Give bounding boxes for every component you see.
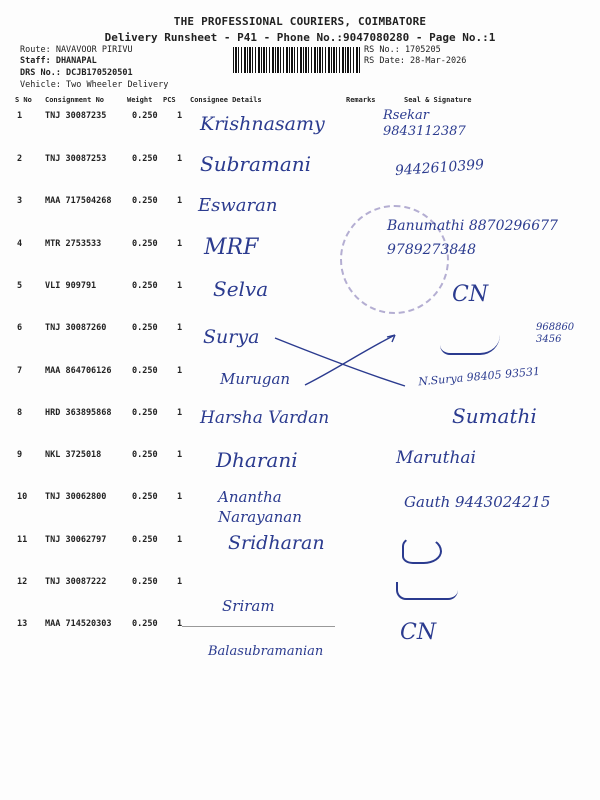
row-signature-handwritten: Gauth 9443024215 [404,493,551,511]
row-sno: 10 [17,492,28,502]
row-pcs: 1 [177,408,183,418]
row-consignee-handwritten: Sriram [222,597,275,615]
row-sno: 8 [17,408,23,418]
col-header-pcs: PCS [163,96,176,104]
row-sno: 11 [17,535,28,545]
col-header-remarks: Remarks [346,96,376,104]
row-consignment: TNJ 30062800 [45,492,107,502]
row-consignment: TNJ 30087235 [45,111,107,121]
row-consignee-handwritten: Balasubramanian [208,644,324,659]
row-consignee-handwritten: Krishnasamy [200,113,325,135]
row-consignment: MAA 717504268 [45,196,112,206]
row-consignment: MAA 864706126 [45,366,112,376]
row-sno: 6 [17,323,23,333]
header-info-right [364,45,466,66]
row-sno: 3 [17,196,23,206]
col-header-seal-signature: Seal & Signature [404,96,472,104]
row-pcs: 1 [177,281,183,291]
row-consignee-handwritten: Harsha Vardan [200,408,330,428]
col-header-weight: Weight [127,96,153,104]
consignee-underline [182,626,335,627]
row-signature-handwritten: Maruthai [396,448,476,468]
row-consignment: TNJ 30087222 [45,577,107,587]
row-consignment: HRD 363895868 [45,408,112,418]
row-sno: 7 [17,366,23,376]
row-weight: 0.250 [132,408,158,418]
row-weight: 0.250 [132,111,158,121]
row-pcs: 1 [177,323,183,333]
row-signature-handwritten: Sumathi [452,404,537,428]
row-signature-handwritten: 9442610399 [394,156,485,180]
row-weight: 0.250 [132,366,158,376]
vehicle-label: Vehicle: Two Wheeler Delivery [20,79,169,90]
signature-scribble [440,335,500,355]
runsheet-subtitle: Delivery Runsheet - P41 - Phone No.:9047080280 - Page No.:1 [104,31,496,44]
row-consignee-handwritten: Selva [213,277,269,301]
row-sno: 2 [17,154,23,164]
row-signature-handwritten: N.Surya 98405 93531 [417,364,541,389]
row-consignment: MAA 714520303 [45,619,112,629]
row-pcs: 1 [177,450,183,460]
col-header-consignment: Consignment No [45,96,105,104]
row-weight: 0.250 [132,323,158,333]
company-title: THE PROFESSIONAL COURIERS, COIMBATORE [173,15,427,28]
row-consignee-handwritten: Subramani [200,152,312,176]
row-pcs: 1 [177,111,183,121]
row-consignment: TNJ 30087260 [45,323,107,333]
row-consignee-handwritten: Anantha Narayanan [218,488,302,526]
signature-scribble [402,536,442,564]
row-weight: 0.250 [132,154,158,164]
row-pcs: 1 [177,196,183,206]
row-signature-handwritten: Banumathi 8870296677 9789273848 [387,218,558,258]
row-consignment: MTR 2753533 [45,239,102,249]
row-consignee-handwritten: MRF [204,235,259,260]
col-header-sno: S No [15,96,32,104]
row-pcs: 1 [177,492,183,502]
row-consignee-handwritten: Dharani [216,448,298,472]
row-weight: 0.250 [132,535,158,545]
signature-scribble [396,582,458,600]
row-weight: 0.250 [132,281,158,291]
row-weight: 0.250 [132,577,158,587]
row-sno: 9 [17,450,23,460]
row-sno: 13 [17,619,28,629]
row-signature-handwritten: CN [400,620,437,645]
row-consignment: VLI 909791 [45,281,97,291]
row-sno: 1 [17,111,23,121]
staff-label: Staff: DHANAPAL [20,55,97,66]
row-pcs: 1 [177,619,183,629]
row-consignee-handwritten: Eswaran [198,195,278,216]
route-label: Route: NAVAVOOR PIRIVU [20,45,133,55]
row-pcs: 1 [177,577,183,587]
barcode [233,47,360,73]
row-pcs: 1 [177,535,183,545]
rs-date: RS Date: 28-Mar-2026 [364,55,467,66]
row-weight: 0.250 [132,450,158,460]
row-consignee-handwritten: Murugan [220,370,291,388]
row-consignment: TNJ 30062797 [45,535,107,545]
row-pcs: 1 [177,154,183,164]
row-consignee-handwritten: Sridharan [228,532,325,554]
row-sno: 5 [17,281,23,291]
row-weight: 0.250 [132,196,158,206]
row-consignment: NKL 3725018 [45,450,102,460]
row-signature-handwritten: 968860 3456 [536,322,575,345]
col-header-consignee: Consignee Details [190,96,262,104]
header-info-left [20,45,168,90]
row-pcs: 1 [177,239,183,249]
row-weight: 0.250 [132,492,158,502]
row-sno: 12 [17,577,28,587]
row-consignee-handwritten: Surya [203,326,260,348]
rs-number: RS No.: 1705205 [364,45,441,55]
row-signature-handwritten: CN [452,282,489,307]
row-signature-handwritten: Rsekar 9843112387 [383,108,466,139]
drs-label: DRS No.: DCJB170520501 [20,68,133,79]
row-weight: 0.250 [132,239,158,249]
row-weight: 0.250 [132,619,158,629]
row-sno: 4 [17,239,23,249]
row-consignment: TNJ 30087253 [45,154,107,164]
row-pcs: 1 [177,366,183,376]
